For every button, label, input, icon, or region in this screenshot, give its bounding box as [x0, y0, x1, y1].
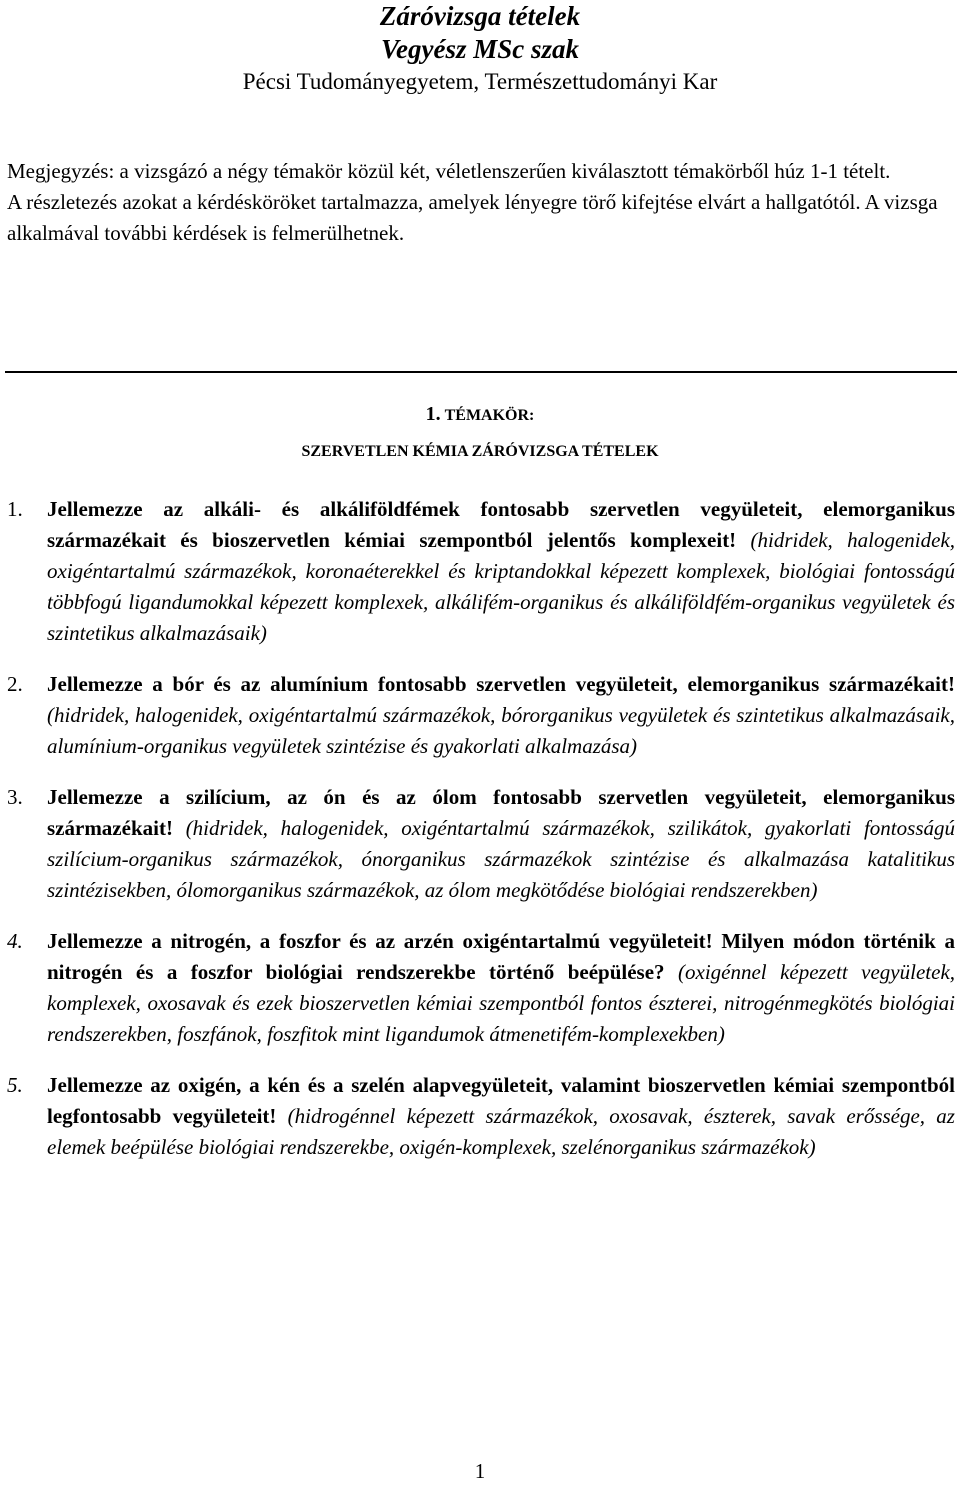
item-number: 4.: [7, 929, 23, 953]
item-body: [47, 494, 955, 649]
page-number: 1: [474, 1459, 486, 1483]
item-question: Jellemezze az oxigén, a kén és a szelén alapvegyületeit, valamint bioszervetlen kémiai szempontból legfontosabb vegyületeit!: [47, 1073, 955, 1128]
horizontal-divider: [5, 371, 957, 373]
document-subtitle: Vegyész MSc szak: [380, 34, 579, 64]
item-details: (hidridek, halogenidek, oxigéntartalmú származékok, szilikátok, gyakorlati fontosságú szilícium-organikus származékok, ónorganikus származékok szintézise és alkalmazása katalitikus szintézisekben, ólomorganikus származékok, az ólom megkötődése biológiai rendszerekben): [47, 816, 955, 902]
exam-item: [7, 782, 955, 906]
document-title: Záróvizsga tételek: [379, 1, 581, 31]
item-body: [47, 926, 955, 1050]
item-details: (hidrogénnel képezett származékok, oxosavak, észterek, savak erőssége, az elemek beépülése biológiai rendszerekbe, oxigén-komplexek, szelénorganikus származékok): [47, 1104, 955, 1159]
note-paragraph: A részletezés azokat a kérdésköröket tartalmazza, amelyek lényegre törő kifejtése elvárt a hallgatótól. A vizsga alkalmával további kérdések is felmerülhetnek.: [7, 190, 938, 245]
item-details: (hidridek, halogenidek, oxigéntartalmú származékok, koronaéterekkel és kriptandokkal képezett komplexek, biológiai fontosságú többfogú ligandumokkal képezett komplexek, alkálifém-organikus és alkáliföldfém-organikus vegyületek és szintetikus alkalmazásaik): [47, 528, 956, 645]
item-question: Jellemezze a bór és az alumínium fontosabb szervetlen vegyületeit, elemorganikus származékait!: [47, 672, 955, 696]
item-question: Jellemezze a szilícium, az ón és az ólom fontosabb szervetlen vegyületeit, elemorganikus származékait!: [47, 785, 955, 840]
item-question: Jellemezze az alkáli- és alkáliföldfémek fontosabb szervetlen vegyületeit, elemorganikus származékait és bioszervetlen kémiai szempontból jelentős komplexeit!: [47, 497, 955, 552]
exam-item: [7, 926, 955, 1050]
exam-items-list: [7, 494, 955, 1163]
exam-item: [7, 669, 955, 762]
item-body: [47, 1070, 955, 1163]
topic-label-line: [0, 396, 960, 434]
item-details: (hidridek, halogenidek, oxigéntartalmú származékok, bórorganikus vegyületek és szintetikus alkalmazásaik, alumínium-organikus vegyületek szintézise és gyakorlati alkalmazása): [47, 703, 955, 758]
item-details: (oxigénnel képezett vegyületek, komplexek, oxosavak és ezek bioszervetlen kémiai szempontból fontos észterei, nitrogénmegkötés biológiai rendszerekben, foszfánok, foszfitok mint ligandumok átmenetifém-komplexekben): [47, 960, 956, 1046]
note-paragraph: Megjegyzés: a vizsgázó a négy témakör közül két, véletlenszerűen kiválasztott témakörből húz 1-1 tételt.: [7, 159, 891, 183]
item-question: Jellemezze a nitrogén, a foszfor és az arzén oxigéntartalmú vegyületeit! Milyen módon történik a nitrogén és a foszfor biológiai rendszerekbe történő beépülése?: [47, 929, 955, 984]
topic-label: TÉMAKÖR:: [444, 407, 535, 424]
item-body: [47, 669, 955, 762]
exam-item: [7, 1070, 955, 1163]
item-body: [47, 782, 955, 906]
topic-heading: [0, 396, 960, 470]
topic-number: 1.: [425, 403, 441, 425]
exam-item: [7, 494, 955, 649]
topic-title: SZERVETLEN KÉMIA ZÁRÓVIZSGA TÉTELEK: [301, 443, 659, 460]
item-number: 1.: [7, 497, 23, 521]
item-number: 5.: [7, 1073, 23, 1097]
item-number: 2.: [7, 672, 23, 696]
item-number: 3.: [7, 785, 23, 809]
note-block: [7, 156, 955, 249]
institution-name: Pécsi Tudományegyetem, Természettudományi Kar: [242, 69, 718, 94]
document-header: [0, 0, 960, 98]
